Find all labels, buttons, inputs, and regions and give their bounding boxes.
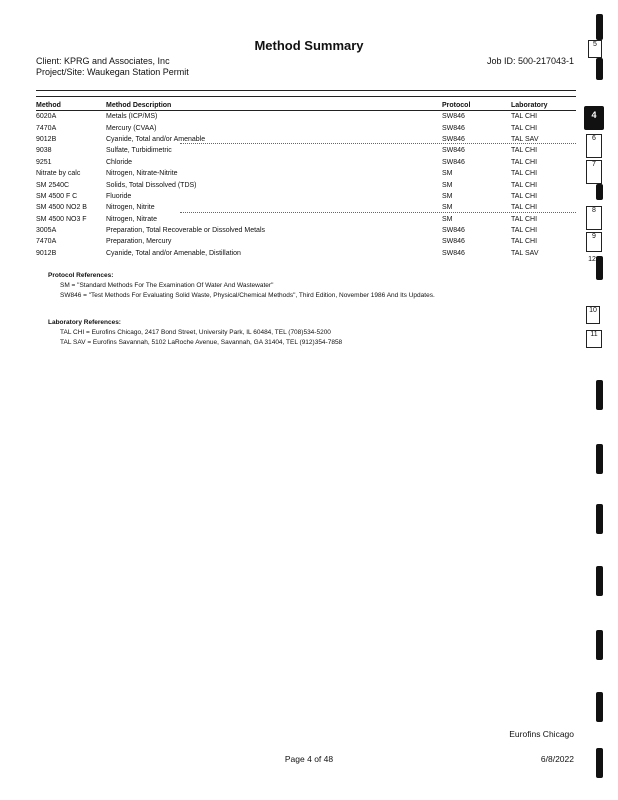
description-cell: Metals (ICP/MS) — [106, 113, 158, 121]
index-tab-marker — [596, 256, 603, 280]
index-tab-marker — [596, 692, 603, 722]
footer-lab-name: Eurofins Chicago — [509, 729, 574, 739]
description-cell: Preparation, Mercury — [106, 238, 172, 246]
protocol-reference-item: SW846 = "Test Methods For Evaluating Solid Waste, Physical/Chemical Methods", Third Edition, November 1986 And Its Updates. — [60, 292, 435, 299]
index-tab-marker — [596, 444, 603, 474]
laboratory-cell: TAL CHI — [511, 192, 538, 200]
method-cell: SM 4500 NO3 F — [36, 215, 87, 223]
description-cell: Mercury (CVAA) — [106, 124, 157, 132]
description-cell: Nitrogen, Nitrite — [106, 204, 155, 212]
table-row — [36, 111, 576, 123]
table-row — [36, 168, 576, 179]
index-tab-marker — [596, 630, 603, 660]
laboratory-references — [48, 318, 588, 348]
protocol-references — [48, 271, 588, 301]
protocol-references-heading: Protocol References: — [48, 272, 114, 279]
method-cell: SM 4500 NO2 B — [36, 204, 87, 212]
table-row — [36, 122, 576, 133]
method-cell: 9038 — [36, 147, 52, 155]
method-table — [36, 100, 576, 259]
protocol-cell: SW846 — [442, 124, 465, 132]
protocol-cell: SM — [442, 181, 453, 189]
laboratory-references-heading: Laboratory References: — [48, 319, 121, 326]
index-tab: 6 — [586, 134, 602, 158]
protocol-cell: SW846 — [442, 227, 465, 235]
laboratory-cell: TAL CHI — [511, 113, 538, 121]
protocol-cell: SW846 — [442, 113, 465, 121]
laboratory-reference-item: TAL CHI = Eurofins Chicago, 2417 Bond Street, University Park, IL 60484, TEL (708)534-5200 — [60, 329, 331, 336]
header-rule-2 — [36, 96, 576, 97]
description-cell: Nitrogen, Nitrate-Nitrite — [106, 170, 178, 178]
project-line: Project/Site: Waukegan Station Permit — [36, 67, 189, 77]
job-id: Job ID: 500-217043-1 — [486, 56, 574, 66]
index-tab-marker — [596, 184, 603, 200]
table-header-row — [36, 100, 576, 111]
table-row — [36, 248, 576, 259]
table-row — [36, 191, 576, 202]
table-row — [36, 179, 576, 190]
index-tab-marker — [596, 566, 603, 596]
laboratory-cell: TAL CHI — [511, 147, 538, 155]
index-tab: 7 — [586, 160, 602, 184]
index-tab-marker — [596, 58, 603, 80]
protocol-cell: SW846 — [442, 249, 465, 257]
method-cell: 7470A — [36, 124, 57, 132]
index-tab: 10 — [586, 306, 600, 324]
column-header-laboratory: Laboratory — [511, 100, 576, 111]
index-tab-marker — [596, 748, 603, 778]
description-cell: Sulfate, Turbidimetric — [106, 147, 172, 155]
column-header-protocol: Protocol — [442, 100, 511, 111]
dotted-divider — [180, 143, 576, 144]
method-cell: 7470A — [36, 238, 57, 246]
protocol-cell: SM — [442, 192, 453, 200]
protocol-cell: SM — [442, 204, 453, 212]
column-header-description: Method Description — [106, 100, 442, 111]
description-cell: Fluoride — [106, 192, 132, 200]
laboratory-reference-item: TAL SAV = Eurofins Savannah, 5102 LaRoche Avenue, Savannah, GA 31404, TEL (912)354-7858 — [60, 339, 343, 346]
laboratory-cell: TAL CHI — [511, 170, 538, 178]
description-cell: Cyanide, Total and/or Amenable — [106, 135, 206, 143]
method-cell: Nitrate by calc — [36, 170, 81, 178]
description-cell: Chloride — [106, 158, 133, 166]
protocol-cell: SM — [442, 215, 453, 223]
protocol-cell: SW846 — [442, 238, 465, 246]
laboratory-cell: TAL CHI — [511, 215, 538, 223]
description-cell: Cyanide, Total and/or Amenable, Distillation — [106, 249, 241, 257]
laboratory-cell: TAL SAV — [511, 135, 539, 143]
protocol-cell: SM — [442, 170, 453, 178]
table-row — [36, 157, 576, 168]
method-cell: 3005A — [36, 227, 57, 235]
protocol-cell: SW846 — [442, 147, 465, 155]
table-row — [36, 145, 576, 156]
protocol-cell: SW846 — [442, 135, 465, 143]
table-row — [36, 214, 576, 225]
description-cell: Preparation, Total Recoverable or Dissolved Metals — [106, 227, 266, 235]
method-cell: 9012B — [36, 135, 57, 143]
laboratory-cell: TAL CHI — [511, 158, 538, 166]
protocol-cell: SW846 — [442, 158, 465, 166]
index-tab-marker — [596, 380, 603, 410]
method-cell: SM 2540C — [36, 181, 70, 189]
description-cell: Solids, Total Dissolved (TDS) — [106, 181, 197, 189]
index-tab: 5 — [588, 40, 602, 58]
header-rule — [36, 90, 576, 91]
index-tab-marker — [596, 504, 603, 534]
page-number: Page 4 of 48 — [284, 754, 334, 764]
client-line: Client: KPRG and Associates, Inc — [36, 56, 170, 66]
page-title: Method Summary — [254, 38, 364, 53]
laboratory-cell: TAL SAV — [511, 249, 539, 257]
dotted-divider — [180, 212, 576, 213]
protocol-reference-item: SM = "Standard Methods For The Examination Of Water And Wastewater" — [60, 282, 274, 289]
index-tab-marker — [596, 14, 603, 40]
method-cell: 6020A — [36, 113, 57, 121]
table-row — [36, 236, 576, 247]
table-row — [36, 225, 576, 236]
laboratory-cell: TAL CHI — [511, 124, 538, 132]
laboratory-cell: TAL CHI — [511, 181, 538, 189]
laboratory-cell: TAL CHI — [511, 227, 538, 235]
index-tab: 9 — [586, 232, 602, 252]
index-tab: 11 — [586, 330, 602, 348]
laboratory-cell: TAL CHI — [511, 204, 538, 212]
method-cell: 9251 — [36, 158, 52, 166]
index-tab-active-label: 4 — [591, 110, 597, 120]
laboratory-cell: TAL CHI — [511, 238, 538, 246]
footer-date: 6/8/2022 — [540, 754, 574, 764]
index-tab: 8 — [586, 206, 602, 230]
method-cell: SM 4500 F C — [36, 192, 78, 200]
method-cell: 9012B — [36, 249, 57, 257]
description-cell: Nitrogen, Nitrate — [106, 215, 157, 223]
column-header-method: Method — [36, 100, 106, 111]
